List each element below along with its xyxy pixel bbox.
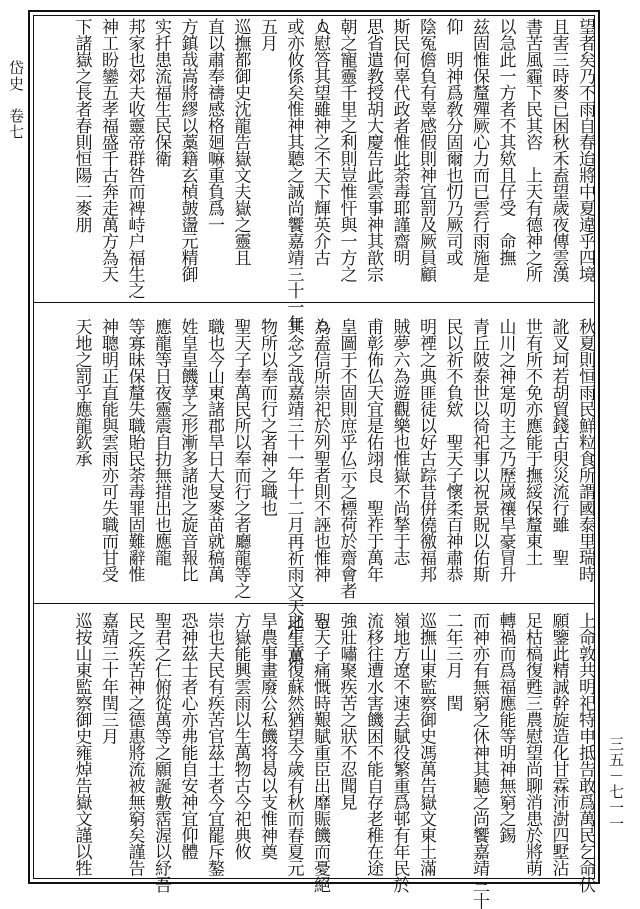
text-column: 恐神茲士者心亦弗能自安神宜仰體 <box>177 612 198 860</box>
text-column: 方鎮哉嵩將繆以藁籍玄楨皷盪元精御 <box>177 18 198 282</box>
text-column: 巡撫都御史沈龍告嶽文夫嶽之靈且 <box>230 18 251 266</box>
text-column: 思省遣教授胡大慶告此雲事神其歆宗 <box>363 18 383 282</box>
text-column: 方嶽能興雲雨以生萬物古今祀典攸 <box>230 612 251 860</box>
text-column: 二年三月 閏 <box>442 612 463 711</box>
text-column: 姓皇皇饑莩之形漸多諸池之旋音報比 <box>177 318 198 582</box>
text-column: 实扦患流福生民保衛 <box>151 18 171 167</box>
text-column: 轉禍而爲福應能等明神無窮之錫 <box>495 612 516 843</box>
text-column: 物所以奉而行之者神之職也 <box>257 318 277 516</box>
text-column: 世有所不免亦應能于撫綏保釐東土 <box>522 318 542 566</box>
text-column: 聖天子痛慨時艱賦重臣出靡賑饑而憂絕 <box>310 612 330 893</box>
text-column: 神聰明正直能與雲雨亦可失職而甘受 <box>98 318 118 582</box>
text-column: 或亦攸係矣惟神其聽之誠尚饗嘉靖三十一年 <box>283 18 304 332</box>
text-column: 明禋之典匪徒以好古踪昔倂僥徼福邦 <box>416 318 436 582</box>
text-column: 願鑒此精誠幹旋造化甘霖沛澍四墅沾 <box>548 612 569 876</box>
text-column: 巡按山東監察御史雍焯告嶽文謹以牲 <box>71 612 92 876</box>
text-column: 山川之神寔叨主之乃歷嵗禳旱豪冒升 <box>495 318 516 582</box>
text-column: 邦家也郊夫收靈帝群咎而裨峙户福生之 <box>124 18 145 299</box>
text-column: 嶺地方遼不速去賦役繁重爲邨有年民於 <box>389 612 410 893</box>
text-column: 斯民何辜代政者惟此荼毒耶謹齋明 <box>389 18 410 266</box>
text-column: 崇也夫民有疾苦官茲土者今宜罷斥鏊 <box>204 612 224 876</box>
margin-left-title: 岱史 卷七 <box>7 60 25 140</box>
text-column: 皇圖于不固則庶乎仏示之標荷於齋會者 <box>336 318 357 599</box>
text-column: 甫彰佈仏天宜是佑翊良 聖祚于萬年 <box>363 318 383 582</box>
text-column: 民之疾苦神之德惠將流被無窮矣謹告 <box>124 612 145 876</box>
text-column: 五月 <box>257 18 277 51</box>
margin-right-page-number: 三五－七一一 <box>607 736 625 832</box>
text-column: 訛叉坷若胡貿錢古臾災流行雖 聖 <box>548 318 569 566</box>
text-column: 巡撫山東監察御史馮萬告嶽文東土滿 <box>416 612 436 876</box>
text-column: 旱農事畫廢公私饑将曷以支惟神奠 <box>257 612 277 860</box>
text-column: 流移往遭水害饑困不能自存老稚在途 <box>363 612 383 876</box>
section-divider <box>33 302 595 303</box>
text-column: 直以肅奉禱感格廻嘛重負爲一 <box>204 18 224 233</box>
text-column: 等寡昧保釐失職貽民荼毒罪固難辭惟 <box>124 318 145 582</box>
section-marker-circle <box>318 619 328 629</box>
text-column: 應龍等日夜靈震自扐無措出也應龍 <box>151 318 171 566</box>
text-column: 強壯嘯聚疾苦之狀不忍聞見 <box>336 612 357 810</box>
text-column: 陰冤儋負有辜感假則神宜罰及厥員顧 <box>416 18 436 282</box>
text-column: 書苦風霾下民其咨 上天有德神之所 <box>522 18 542 282</box>
text-column: 兹固惟保釐殫厥心力而已雲行雨施是 <box>469 18 489 282</box>
text-column: 其念之哉嘉靖三十一年十二月再祈雨文天地生萬 <box>283 318 304 665</box>
text-column: 望者矣乃不雨自春迨將中夏違乎四境 <box>575 18 595 282</box>
section-marker-circle <box>318 22 328 32</box>
text-column: 且害三時麥已困秋禾盍望歲夜傳雲漢 <box>548 18 569 282</box>
text-column: 嘉靖三十年閏三月 <box>98 612 118 744</box>
text-column: 而神亦有無窮之休神其聽之尚饗嘉靖三十 <box>469 612 489 909</box>
text-column: 足枯槁復甦三農慰望尚聊消患於將萌 <box>522 612 542 876</box>
text-column: 賊夢六為遊觀樂也惟嶽不尚揫于志 <box>389 318 410 566</box>
text-column: 職也今山東諸郡旱日大旻麥苗就稿萬 <box>204 318 224 582</box>
section-marker-circle <box>318 321 328 331</box>
text-column: 青丘陂泰世以徛祀事以祝景貺以佑斯 <box>469 318 489 582</box>
text-column: 聖天子奉萬民所以奉而行之者廳龍等之 <box>230 318 251 599</box>
text-column: 人慰答其望雖神之不天下輝英介古 <box>310 18 330 266</box>
text-column: 聖君之仁俯從萬等之願誕敷霑渥以紓吾 <box>151 612 171 893</box>
text-column: 神工盼鑾五孝福盛千古奔走萬方為天 <box>98 18 118 282</box>
text-column: 朝之寵靈千里之利則豈惟忓與一方之 <box>336 18 357 282</box>
text-column: 以急此一方者不其欸且仔受 命撫 <box>495 18 516 266</box>
text-column: 下諸嶽之長者春則恒陽二麥朋 <box>71 18 92 233</box>
text-column: 民以祈不負欸 聖天子懷柔百神肅恭 <box>442 318 463 582</box>
text-column: 天地之罰乎應龍欽承 <box>71 318 92 467</box>
text-column: 仰 明神爲敎分固爾也忉乃厥司或 <box>442 18 463 266</box>
section-divider <box>33 603 595 604</box>
text-column: 之生意復蘇然猶望今歲有秋而春夏元 <box>283 612 304 876</box>
text-column: 為盍信所崇祀於列聖者則不誣也惟神 <box>310 318 330 582</box>
text-column: 上命敦共明祀特申抵告敢爲萬民乞命伏 <box>575 612 595 893</box>
text-column: 秋夏則恒雨民鮮粒食所謂國泰里瑞時 <box>575 318 595 582</box>
